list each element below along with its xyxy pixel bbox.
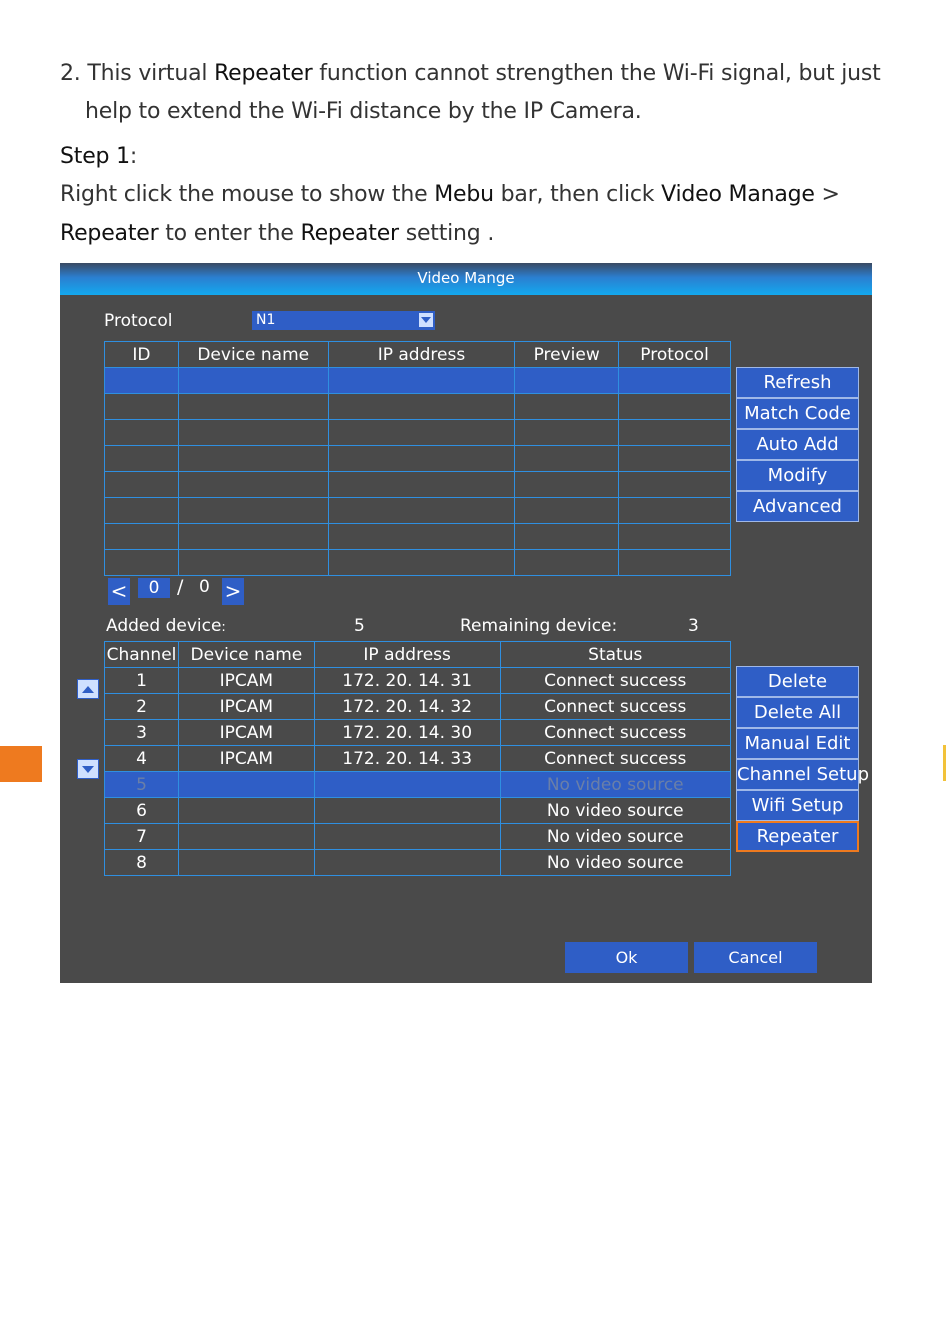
dialog-title: Video Mange — [60, 263, 872, 295]
instruction-line-2 — [60, 176, 840, 214]
channel-cell: 3 — [105, 720, 179, 746]
wifi-setup-button[interactable]: Wifi Setup — [736, 790, 859, 821]
status-cell: Connect success — [500, 746, 731, 772]
delete-all-button[interactable]: Delete All — [736, 697, 859, 728]
emphasis-video-manage: Video Manage — [661, 182, 815, 207]
ip-cell — [314, 824, 500, 850]
emphasis-repeater: Repeater — [300, 221, 399, 246]
device-name-cell — [178, 850, 314, 876]
ip-cell: 172. 20. 14. 31 — [314, 668, 500, 694]
emphasis-repeater: Repeater — [214, 61, 313, 86]
next-page-button[interactable]: > — [222, 578, 244, 605]
col-ip-address: IP address — [314, 642, 500, 668]
text-segment: 2. This virtual — [60, 61, 215, 86]
table-row[interactable] — [105, 550, 731, 576]
col-ip-address: IP address — [328, 342, 515, 368]
protocol-label: Protocol — [104, 311, 173, 331]
added-device-label — [106, 616, 226, 636]
ip-cell: 172. 20. 14. 30 — [314, 720, 500, 746]
ok-button[interactable]: Ok — [565, 942, 688, 973]
table-row[interactable] — [105, 368, 731, 394]
table-row[interactable] — [105, 668, 731, 694]
step-label: Step 1 — [60, 144, 130, 169]
text-segment: to enter the — [158, 221, 301, 246]
channel-cell: 4 — [105, 746, 179, 772]
status-cell: Connect success — [500, 720, 731, 746]
advanced-button[interactable]: Advanced — [736, 491, 859, 522]
ip-cell — [314, 798, 500, 824]
channel-table-header — [105, 642, 731, 668]
col-channel: Channel — [105, 642, 179, 668]
delete-button[interactable]: Delete — [736, 666, 859, 697]
repeater-button[interactable]: Repeater — [736, 821, 859, 852]
status-cell: No video source — [500, 824, 731, 850]
ip-cell: 172. 20. 14. 33 — [314, 746, 500, 772]
channel-cell: 5 — [105, 772, 179, 798]
total-pages: 0 — [199, 577, 210, 597]
instruction-line-1b: help to extend the Wi-Fi distance by the IP Camera. — [85, 99, 642, 124]
remaining-device-label — [460, 616, 617, 636]
protocol-select[interactable] — [252, 311, 435, 330]
cancel-button[interactable]: Cancel — [694, 942, 817, 973]
instruction-line-3 — [60, 215, 494, 253]
status-cell: No video source — [500, 772, 731, 798]
step-heading — [60, 138, 137, 176]
table-row[interactable] — [105, 798, 731, 824]
scroll-down-button[interactable] — [77, 759, 99, 779]
text-segment: > — [814, 182, 840, 207]
status-cell: No video source — [500, 798, 731, 824]
triangle-up-icon — [82, 686, 94, 693]
manual-edit-button[interactable]: Manual Edit — [736, 728, 859, 759]
table-row[interactable] — [105, 472, 731, 498]
device-name-cell: IPCAM — [178, 746, 314, 772]
channel-cell: 7 — [105, 824, 179, 850]
added-device-text: Added device — [106, 616, 222, 636]
channel-cell: 2 — [105, 694, 179, 720]
page-side-tab — [0, 746, 42, 782]
table-row[interactable] — [105, 824, 731, 850]
protocol-value: N1 — [256, 312, 276, 328]
channel-cell: 8 — [105, 850, 179, 876]
prev-page-button[interactable]: < — [108, 578, 130, 605]
col-protocol: Protocol — [619, 342, 731, 368]
table-row[interactable] — [105, 850, 731, 876]
remaining-device-count: 3 — [688, 616, 699, 636]
added-device-colon: : — [221, 620, 226, 635]
device-name-cell — [178, 824, 314, 850]
table-row[interactable] — [105, 446, 731, 472]
device-table-header — [105, 342, 731, 368]
col-device-name: Device name — [178, 642, 314, 668]
col-status: Status — [500, 642, 731, 668]
table-row[interactable] — [105, 746, 731, 772]
step-colon: : — [129, 144, 138, 169]
ip-cell: 172. 20. 14. 32 — [314, 694, 500, 720]
device-name-cell: IPCAM — [178, 668, 314, 694]
device-name-cell: IPCAM — [178, 694, 314, 720]
device-name-cell — [178, 798, 314, 824]
text-segment: function cannot strengthen the Wi-Fi signal, but just — [312, 61, 881, 86]
emphasis-mebu: Mebu — [434, 182, 494, 207]
col-id: ID — [105, 342, 179, 368]
channel-table — [104, 641, 731, 876]
video-manage-dialog — [60, 263, 872, 983]
table-row[interactable] — [105, 498, 731, 524]
table-row-selected[interactable] — [105, 772, 731, 798]
channel-cell: 1 — [105, 668, 179, 694]
device-name-cell: IPCAM — [178, 720, 314, 746]
remaining-device-text: Remaining device — [460, 616, 612, 636]
table-row[interactable] — [105, 394, 731, 420]
status-cell: Connect success — [500, 668, 731, 694]
auto-add-button[interactable]: Auto Add — [736, 429, 859, 460]
ip-cell — [314, 850, 500, 876]
text-segment: setting . — [398, 221, 495, 246]
current-page-input[interactable]: 0 — [138, 578, 170, 598]
text-segment: Right click the mouse to show the — [60, 182, 435, 207]
device-name-cell — [178, 772, 314, 798]
col-preview: Preview — [515, 342, 619, 368]
chevron-down-icon — [419, 313, 433, 327]
instruction-line-1 — [60, 55, 881, 93]
table-row[interactable] — [105, 694, 731, 720]
table-row[interactable] — [105, 720, 731, 746]
col-device-name: Device name — [178, 342, 328, 368]
modify-button[interactable]: Modify — [736, 460, 859, 491]
match-code-button[interactable]: Match Code — [736, 398, 859, 429]
channel-setup-button[interactable]: Channel Setup — [736, 759, 859, 790]
text-segment: bar, then click — [493, 182, 662, 207]
emphasis-repeater: Repeater — [60, 221, 159, 246]
triangle-down-icon — [82, 766, 94, 773]
added-device-count: 5 — [354, 616, 365, 636]
device-table — [104, 341, 731, 576]
scroll-up-button[interactable] — [77, 679, 99, 699]
page-separator: / — [177, 576, 184, 598]
table-row[interactable] — [105, 420, 731, 446]
table-row[interactable] — [105, 524, 731, 550]
status-cell: No video source — [500, 850, 731, 876]
channel-cell: 6 — [105, 798, 179, 824]
refresh-button[interactable]: Refresh — [736, 367, 859, 398]
remaining-device-colon: : — [611, 616, 618, 636]
status-cell: Connect success — [500, 694, 731, 720]
ip-cell — [314, 772, 500, 798]
